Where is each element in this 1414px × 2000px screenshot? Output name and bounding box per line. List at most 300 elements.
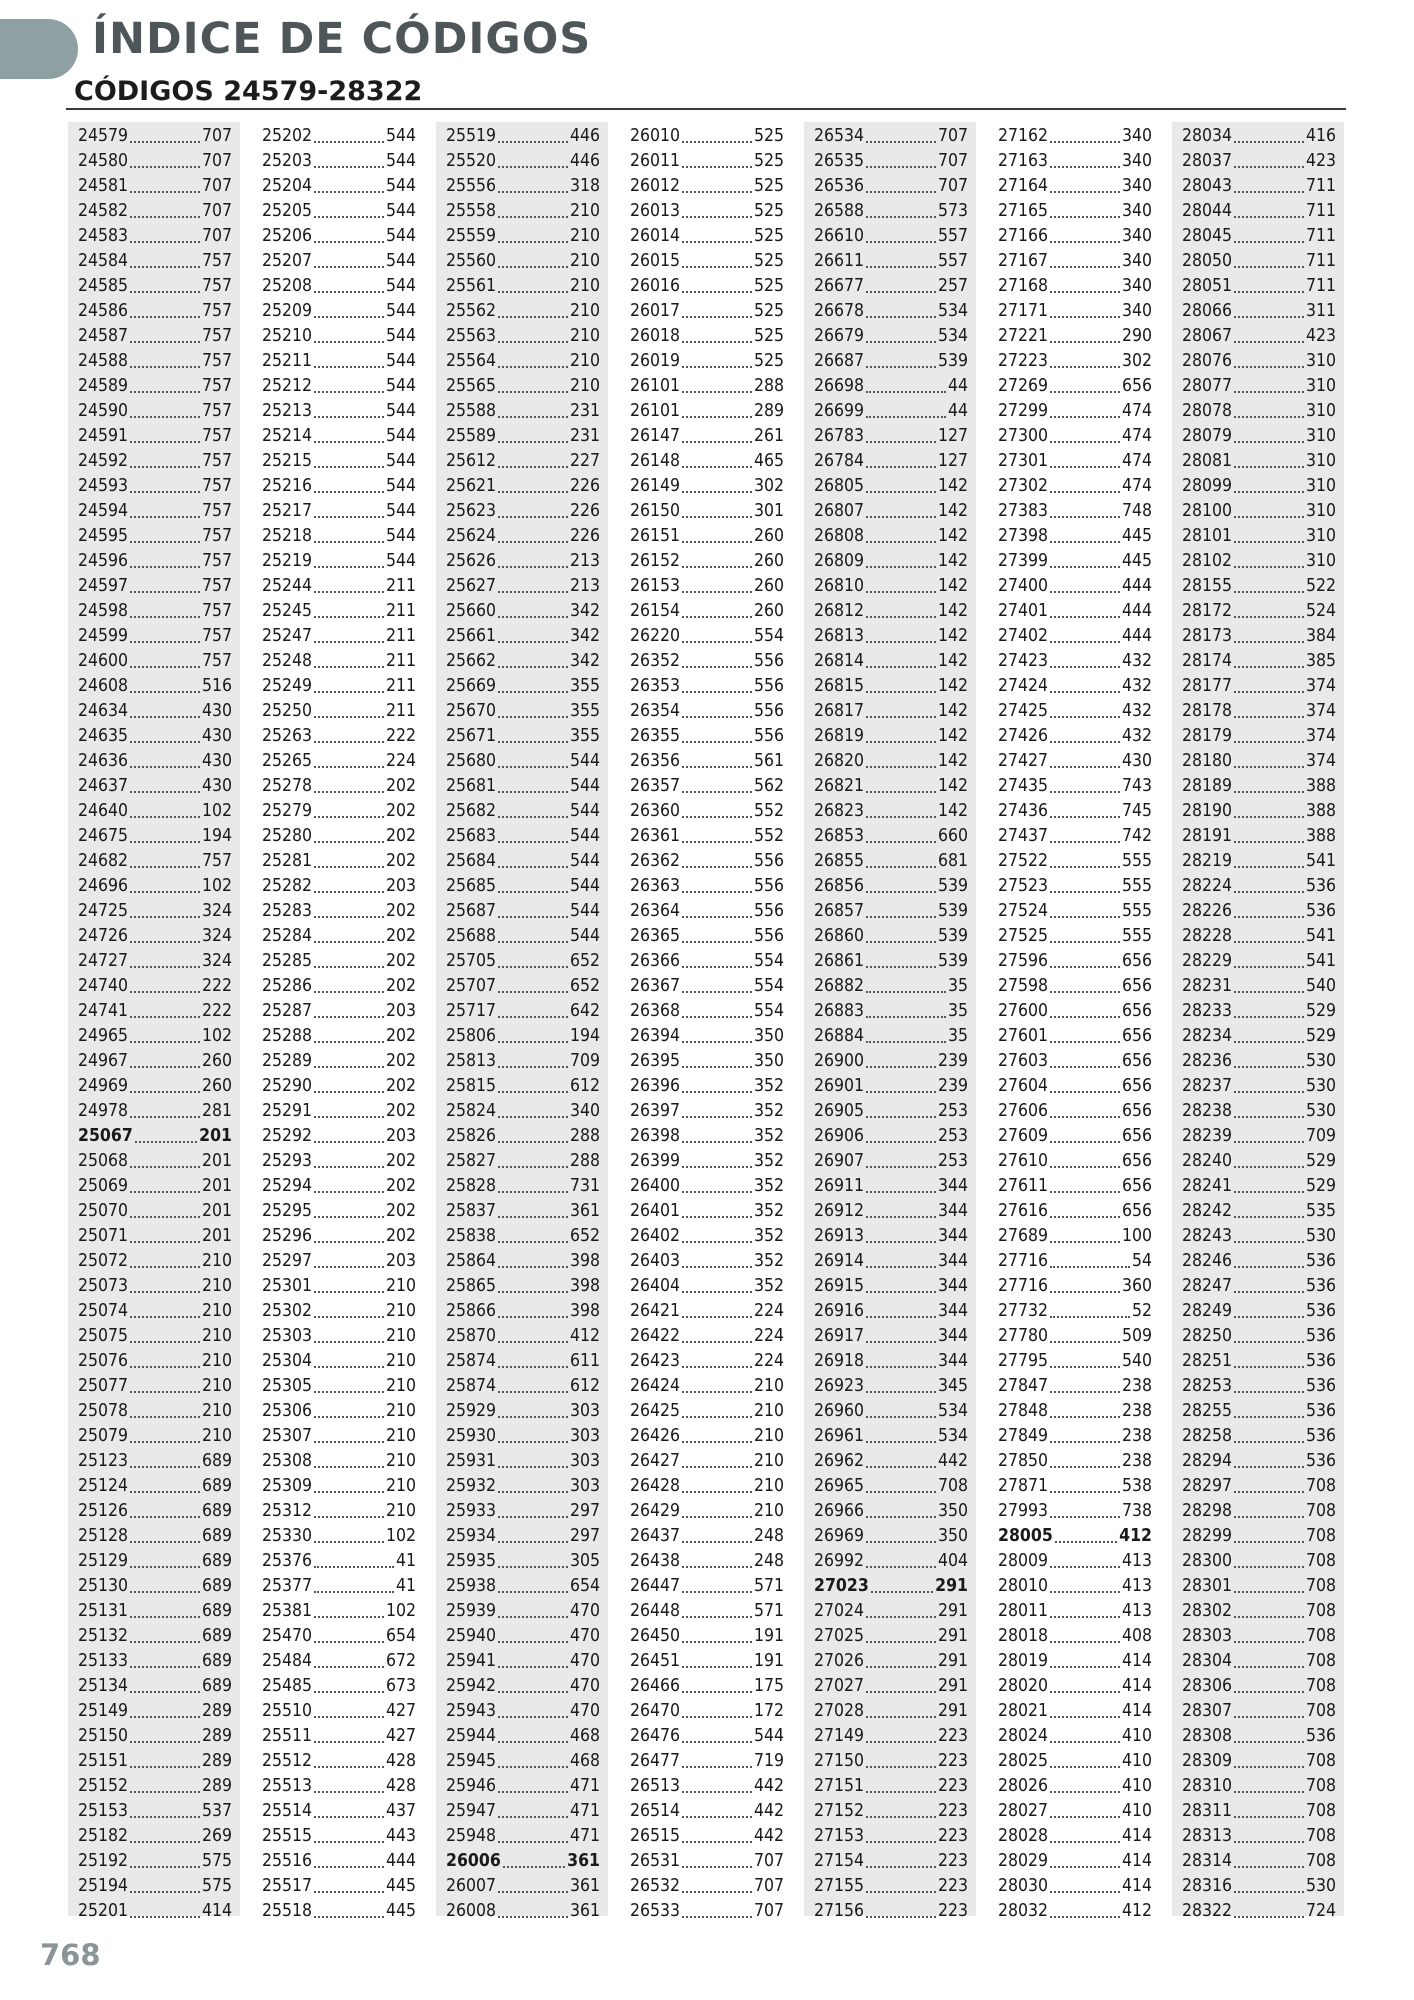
index-entry xyxy=(620,374,792,399)
dot-leader xyxy=(130,1891,200,1893)
entry-page: 210 xyxy=(201,1401,232,1421)
index-entry xyxy=(68,1324,240,1349)
entry-page: 708 xyxy=(1305,1801,1336,1821)
entry-page: 260 xyxy=(753,576,784,596)
dot-leader xyxy=(682,941,752,943)
dot-leader xyxy=(130,1816,200,1818)
entry-code: 28177 xyxy=(1182,676,1233,696)
entry-page: 672 xyxy=(385,1651,416,1671)
entry-code: 27269 xyxy=(998,376,1049,396)
entry-page: 303 xyxy=(569,1451,600,1471)
entry-code: 25209 xyxy=(262,301,313,321)
entry-page: 52 xyxy=(1131,1301,1152,1321)
dot-leader xyxy=(866,1866,936,1868)
index-entry xyxy=(620,1849,792,1874)
dot-leader xyxy=(314,1391,384,1393)
index-entry xyxy=(436,599,608,624)
entry-code: 26907 xyxy=(814,1151,865,1171)
dot-leader xyxy=(1050,1316,1130,1318)
index-entry xyxy=(1172,1349,1344,1374)
dot-leader xyxy=(314,1616,384,1618)
dot-leader xyxy=(314,766,384,768)
entry-code: 26153 xyxy=(630,576,681,596)
dot-leader xyxy=(1050,1641,1120,1643)
index-entry xyxy=(68,1799,240,1824)
dot-leader xyxy=(498,1441,568,1443)
dot-leader xyxy=(682,1616,752,1618)
entry-code: 27221 xyxy=(998,326,1049,346)
entry-code: 27023 xyxy=(814,1576,869,1596)
entry-code: 27152 xyxy=(814,1801,865,1821)
entry-code: 26812 xyxy=(814,601,865,621)
dot-leader xyxy=(1234,591,1304,593)
entry-code: 25946 xyxy=(446,1776,497,1796)
dot-leader xyxy=(1234,1416,1304,1418)
entry-code: 25244 xyxy=(262,576,313,596)
entry-code: 26355 xyxy=(630,726,681,746)
index-entry xyxy=(68,1274,240,1299)
entry-code: 28304 xyxy=(1182,1651,1233,1671)
dot-leader xyxy=(498,641,568,643)
entry-code: 27689 xyxy=(998,1226,1049,1246)
dot-leader xyxy=(1234,1166,1304,1168)
entry-code: 27164 xyxy=(998,176,1049,196)
entry-code: 26532 xyxy=(630,1876,681,1896)
entry-page: 352 xyxy=(753,1101,784,1121)
entry-page: 573 xyxy=(937,201,968,221)
entry-code: 28025 xyxy=(998,1751,1049,1771)
entry-page: 707 xyxy=(937,126,968,146)
index-entry xyxy=(436,274,608,299)
entry-page: 540 xyxy=(1305,976,1336,996)
entry-code: 25192 xyxy=(78,1851,129,1871)
entry-code: 28102 xyxy=(1182,551,1233,571)
index-entry xyxy=(804,599,976,624)
index-entry xyxy=(620,1174,792,1199)
entry-page: 525 xyxy=(753,301,784,321)
dot-leader xyxy=(682,716,752,718)
index-entry xyxy=(1172,1899,1344,1924)
index-column-3 xyxy=(436,122,608,1921)
dot-leader xyxy=(130,1516,200,1518)
dot-leader xyxy=(1050,1591,1120,1593)
entry-code: 24588 xyxy=(78,351,129,371)
index-entry xyxy=(252,599,424,624)
entry-code: 28032 xyxy=(998,1901,1049,1921)
entry-page: 525 xyxy=(753,351,784,371)
index-entry xyxy=(1172,1324,1344,1349)
dot-leader xyxy=(682,166,752,168)
entry-code: 24634 xyxy=(78,701,129,721)
dot-leader xyxy=(314,1341,384,1343)
entry-code: 24682 xyxy=(78,851,129,871)
index-entry xyxy=(804,1349,976,1374)
dot-leader xyxy=(866,1266,936,1268)
entry-page: 210 xyxy=(753,1401,784,1421)
index-entry xyxy=(804,749,976,774)
index-entry xyxy=(252,799,424,824)
dot-leader xyxy=(314,641,384,643)
entry-page: 432 xyxy=(1121,701,1152,721)
index-entry xyxy=(804,1024,976,1049)
index-entry xyxy=(988,1599,1160,1624)
entry-page: 345 xyxy=(937,1376,968,1396)
dot-leader xyxy=(498,1291,568,1293)
entry-page: 656 xyxy=(1121,1151,1152,1171)
entry-code: 26961 xyxy=(814,1426,865,1446)
dot-leader xyxy=(682,141,752,143)
index-entry xyxy=(620,449,792,474)
entry-code: 25292 xyxy=(262,1126,313,1146)
entry-code: 26451 xyxy=(630,1651,681,1671)
entry-page: 194 xyxy=(201,826,232,846)
entry-page: 238 xyxy=(1121,1451,1152,1471)
entry-page: 310 xyxy=(1305,476,1336,496)
entry-code: 24727 xyxy=(78,951,129,971)
dot-leader xyxy=(314,1241,384,1243)
entry-code: 28303 xyxy=(1182,1626,1233,1646)
entry-page: 757 xyxy=(201,576,232,596)
subtitle-prefix: CÓDIGOS xyxy=(74,76,214,107)
entry-page: 556 xyxy=(753,876,784,896)
entry-code: 26152 xyxy=(630,551,681,571)
dot-leader xyxy=(1234,241,1304,243)
entry-code: 27300 xyxy=(998,426,1049,446)
index-entry xyxy=(1172,324,1344,349)
entry-page: 708 xyxy=(1305,1751,1336,1771)
entry-page: 210 xyxy=(201,1376,232,1396)
dot-leader xyxy=(498,1116,568,1118)
entry-code: 25153 xyxy=(78,1801,129,1821)
index-entry xyxy=(988,1849,1160,1874)
entry-code: 28051 xyxy=(1182,276,1233,296)
entry-page: 708 xyxy=(1305,1501,1336,1521)
entry-page: 102 xyxy=(201,1026,232,1046)
index-entry xyxy=(988,1299,1160,1324)
index-entry xyxy=(620,399,792,424)
index-entry xyxy=(1172,1474,1344,1499)
page-title: ÍNDICE DE CÓDIGOS xyxy=(92,14,592,64)
entry-code: 24637 xyxy=(78,776,129,796)
entry-page: 210 xyxy=(753,1501,784,1521)
entry-page: 708 xyxy=(1305,1851,1336,1871)
index-entry xyxy=(988,1374,1160,1399)
dot-leader xyxy=(130,441,200,443)
entry-page: 442 xyxy=(753,1801,784,1821)
entry-code: 26397 xyxy=(630,1101,681,1121)
dot-leader xyxy=(314,1091,384,1093)
entry-page: 414 xyxy=(1121,1851,1152,1871)
index-entry xyxy=(620,274,792,299)
dot-leader xyxy=(1234,966,1304,968)
entry-page: 656 xyxy=(1121,1201,1152,1221)
entry-page: 355 xyxy=(569,676,600,696)
entry-page: 213 xyxy=(569,551,600,571)
index-entry xyxy=(436,849,608,874)
index-entry xyxy=(436,1124,608,1149)
entry-page: 423 xyxy=(1305,326,1336,346)
entry-code: 27610 xyxy=(998,1151,1049,1171)
entry-code: 28100 xyxy=(1182,501,1233,521)
index-entry xyxy=(68,499,240,524)
dot-leader xyxy=(135,1141,197,1143)
entry-code: 26422 xyxy=(630,1326,681,1346)
entry-page: 656 xyxy=(1121,1101,1152,1121)
index-entry xyxy=(68,1399,240,1424)
entry-page: 202 xyxy=(385,1051,416,1071)
entry-page: 210 xyxy=(569,376,600,396)
dot-leader xyxy=(1234,1116,1304,1118)
index-entry xyxy=(988,1174,1160,1199)
entry-code: 26534 xyxy=(814,126,865,146)
entry-code: 25381 xyxy=(262,1601,313,1621)
entry-page: 555 xyxy=(1121,876,1152,896)
index-entry xyxy=(988,274,1160,299)
entry-page: 223 xyxy=(937,1726,968,1746)
entry-page: 525 xyxy=(753,326,784,346)
entry-page: 223 xyxy=(937,1751,968,1771)
dot-leader xyxy=(866,716,936,718)
index-entry xyxy=(68,399,240,424)
dot-leader xyxy=(1234,1566,1304,1568)
index-entry xyxy=(804,324,976,349)
index-entry xyxy=(804,874,976,899)
index-entry xyxy=(988,199,1160,224)
dot-leader xyxy=(866,1641,936,1643)
index-entry xyxy=(436,924,608,949)
entry-code: 27795 xyxy=(998,1351,1049,1371)
index-entry xyxy=(620,199,792,224)
dot-leader xyxy=(1234,1541,1304,1543)
index-entry xyxy=(252,149,424,174)
entry-page: 689 xyxy=(201,1576,232,1596)
dot-leader xyxy=(314,341,384,343)
dot-leader xyxy=(498,841,568,843)
entry-page: 210 xyxy=(569,201,600,221)
entry-code: 27154 xyxy=(814,1851,865,1871)
dot-leader xyxy=(1050,1866,1120,1868)
index-entry xyxy=(252,1499,424,1524)
index-entry xyxy=(68,174,240,199)
index-entry xyxy=(988,1099,1160,1124)
entry-code: 25947 xyxy=(446,1801,497,1821)
entry-code: 27850 xyxy=(998,1451,1049,1471)
entry-page: 536 xyxy=(1305,876,1336,896)
index-entry xyxy=(1172,1799,1344,1824)
entry-code: 27166 xyxy=(998,226,1049,246)
entry-page: 202 xyxy=(385,851,416,871)
entry-code: 25076 xyxy=(78,1351,129,1371)
entry-page: 257 xyxy=(937,276,968,296)
dot-leader xyxy=(866,1516,936,1518)
entry-code: 26361 xyxy=(630,826,681,846)
index-entry xyxy=(988,224,1160,249)
entry-page: 289 xyxy=(201,1726,232,1746)
entry-page: 191 xyxy=(753,1651,784,1671)
index-entry xyxy=(436,299,608,324)
entry-code: 25512 xyxy=(262,1751,313,1771)
dot-leader xyxy=(1050,366,1120,368)
index-entry xyxy=(1172,1449,1344,1474)
dot-leader xyxy=(498,341,568,343)
entry-code: 28044 xyxy=(1182,201,1233,221)
dot-leader xyxy=(498,241,568,243)
index-entry xyxy=(620,774,792,799)
index-entry xyxy=(804,1124,976,1149)
dot-leader xyxy=(682,191,752,193)
dot-leader xyxy=(314,1741,384,1743)
entry-code: 27150 xyxy=(814,1751,865,1771)
dot-leader xyxy=(682,641,752,643)
index-entry xyxy=(252,1124,424,1149)
entry-code: 27609 xyxy=(998,1126,1049,1146)
dot-leader xyxy=(498,516,568,518)
entry-page: 468 xyxy=(569,1751,600,1771)
index-entry xyxy=(804,1624,976,1649)
entry-page: 757 xyxy=(201,376,232,396)
dot-leader xyxy=(1050,841,1120,843)
dot-leader xyxy=(866,1816,936,1818)
entry-page: 414 xyxy=(1121,1701,1152,1721)
entry-page: 310 xyxy=(1305,551,1336,571)
index-entry xyxy=(620,1749,792,1774)
entry-page: 291 xyxy=(937,1651,968,1671)
entry-code: 28066 xyxy=(1182,301,1233,321)
dot-leader xyxy=(866,1441,936,1443)
dot-leader xyxy=(314,291,384,293)
dot-leader xyxy=(682,1216,752,1218)
index-entry xyxy=(252,1874,424,1899)
index-entry xyxy=(988,974,1160,999)
entry-code: 26960 xyxy=(814,1401,865,1421)
entry-page: 711 xyxy=(1305,226,1336,246)
entry-code: 26962 xyxy=(814,1451,865,1471)
dot-leader xyxy=(498,891,568,893)
entry-code: 26916 xyxy=(814,1301,865,1321)
entry-page: 54 xyxy=(1131,1251,1152,1271)
entry-code: 26148 xyxy=(630,451,681,471)
index-entry xyxy=(252,974,424,999)
entry-code: 26857 xyxy=(814,901,865,921)
index-entry xyxy=(988,449,1160,474)
index-entry xyxy=(988,1699,1160,1724)
dot-leader xyxy=(1234,1391,1304,1393)
dot-leader xyxy=(130,316,200,318)
entry-code: 25874 xyxy=(446,1351,497,1371)
entry-page: 652 xyxy=(569,1226,600,1246)
entry-code: 27171 xyxy=(998,301,1049,321)
dot-leader xyxy=(130,766,200,768)
index-entry xyxy=(988,1824,1160,1849)
dot-leader xyxy=(866,1416,936,1418)
dot-leader xyxy=(498,1191,568,1193)
entry-code: 25838 xyxy=(446,1226,497,1246)
dot-leader xyxy=(1234,191,1304,193)
dot-leader xyxy=(682,1816,752,1818)
entry-code: 25263 xyxy=(262,726,313,746)
dot-leader xyxy=(682,1366,752,1368)
entry-code: 26364 xyxy=(630,901,681,921)
entry-page: 554 xyxy=(753,626,784,646)
entry-code: 26017 xyxy=(630,301,681,321)
index-entry xyxy=(804,1399,976,1424)
entry-code: 26966 xyxy=(814,1501,865,1521)
entry-page: 446 xyxy=(569,126,600,146)
index-entry xyxy=(620,1774,792,1799)
dot-leader xyxy=(866,1366,936,1368)
entry-page: 210 xyxy=(753,1376,784,1396)
entry-code: 26401 xyxy=(630,1201,681,1221)
entry-code: 25519 xyxy=(446,126,497,146)
dot-leader xyxy=(1050,216,1120,218)
entry-code: 25151 xyxy=(78,1751,129,1771)
entry-code: 26817 xyxy=(814,701,865,721)
dot-leader xyxy=(314,1366,384,1368)
entry-page: 538 xyxy=(1121,1476,1152,1496)
index-entry xyxy=(68,1049,240,1074)
entry-code: 26610 xyxy=(814,226,865,246)
entry-page: 223 xyxy=(937,1876,968,1896)
index-entry xyxy=(1172,799,1344,824)
index-entry xyxy=(988,1749,1160,1774)
dot-leader xyxy=(314,541,384,543)
entry-page: 689 xyxy=(201,1476,232,1496)
entry-code: 26536 xyxy=(814,176,865,196)
entry-page: 525 xyxy=(753,251,784,271)
index-entry xyxy=(1172,1574,1344,1599)
entry-code: 27398 xyxy=(998,526,1049,546)
index-entry xyxy=(68,1649,240,1674)
entry-code: 25213 xyxy=(262,401,313,421)
entry-page: 544 xyxy=(385,126,416,146)
dot-leader xyxy=(682,1341,752,1343)
entry-page: 707 xyxy=(201,201,232,221)
entry-code: 28079 xyxy=(1182,426,1233,446)
index-entry xyxy=(988,649,1160,674)
index-entry xyxy=(68,949,240,974)
dot-leader xyxy=(1234,791,1304,793)
entry-page: 231 xyxy=(569,426,600,446)
entry-page: 142 xyxy=(937,526,968,546)
entry-page: 414 xyxy=(1121,1826,1152,1846)
dot-leader xyxy=(314,1466,384,1468)
index-entry xyxy=(620,1524,792,1549)
index-entry xyxy=(68,1224,240,1249)
entry-code: 25067 xyxy=(78,1126,133,1146)
entry-page: 539 xyxy=(937,951,968,971)
index-entry xyxy=(620,1474,792,1499)
dot-leader xyxy=(866,1891,936,1893)
dot-leader xyxy=(314,441,384,443)
index-entry xyxy=(804,474,976,499)
dot-leader xyxy=(498,1816,568,1818)
dot-leader xyxy=(866,566,936,568)
dot-leader xyxy=(866,241,936,243)
entry-page: 412 xyxy=(569,1326,600,1346)
dot-leader xyxy=(1050,1391,1120,1393)
entry-page: 544 xyxy=(385,176,416,196)
entry-code: 25514 xyxy=(262,1801,313,1821)
index-entry xyxy=(68,1624,240,1649)
entry-page: 175 xyxy=(753,1676,784,1696)
entry-page: 384 xyxy=(1305,626,1336,646)
dot-leader xyxy=(1234,466,1304,468)
entry-code: 26447 xyxy=(630,1576,681,1596)
dot-leader xyxy=(1234,716,1304,718)
entry-code: 27871 xyxy=(998,1476,1049,1496)
entry-code: 27423 xyxy=(998,651,1049,671)
entry-code: 25123 xyxy=(78,1451,129,1471)
